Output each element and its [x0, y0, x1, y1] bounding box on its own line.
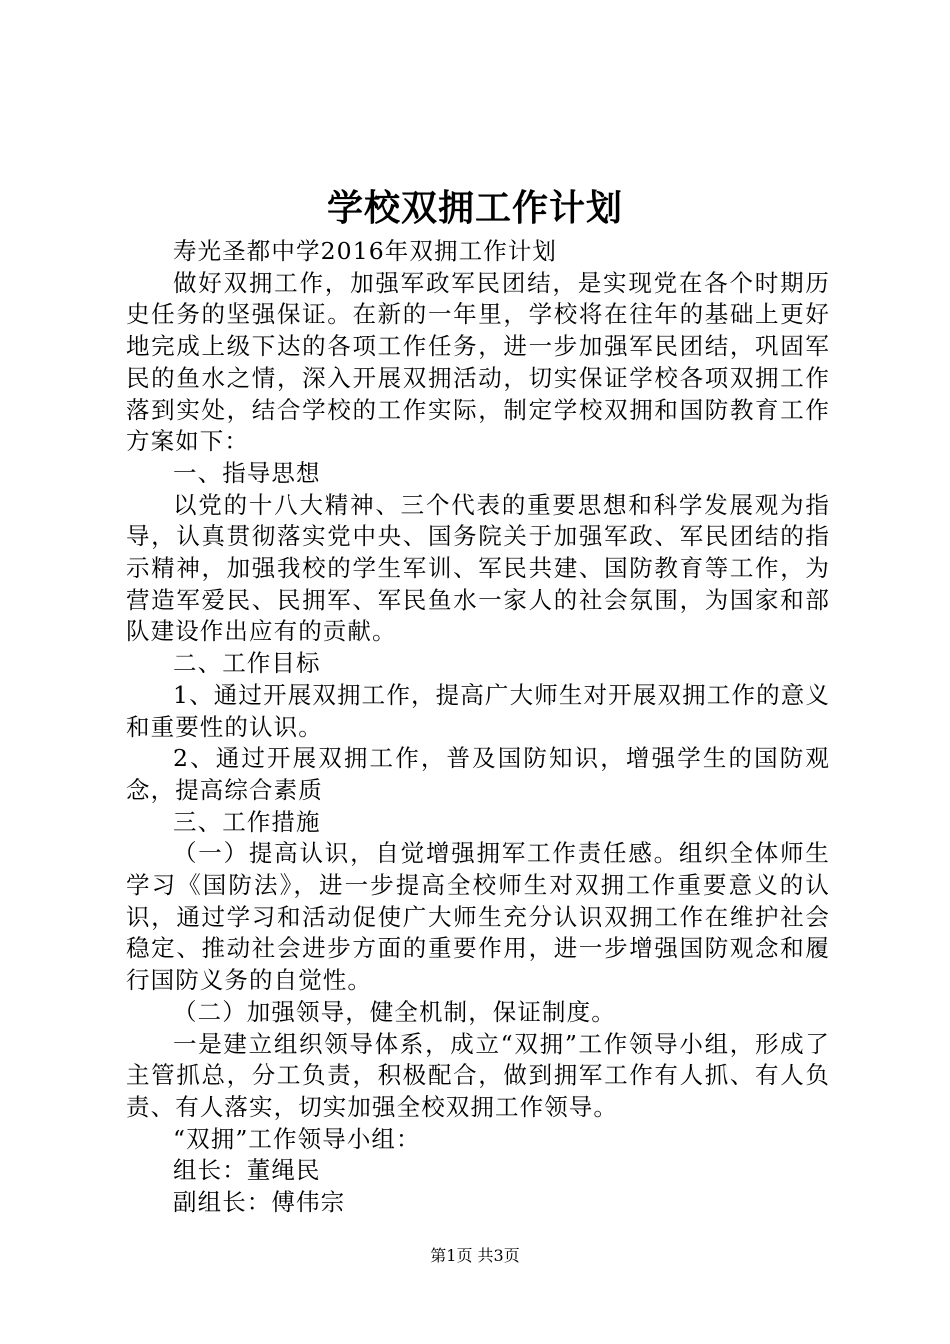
paragraph-intro: 做好双拥工作，加强军政军民团结，是实现党在各个时期历史任务的坚强保证。在新的一年里，学校将在往年的基础上更好地完成上级下达的各项工作任务，进一步加强军民团结，巩固军民的鱼水之情，深入开展双拥活动，切实保证学校各项双拥工作落到实处，结合学校的工作实际，制定学校双拥和国防教育工作方案如下： — [126, 268, 830, 456]
section-heading-work-measures: 三、工作措施 — [173, 807, 321, 836]
paragraph-leadership-group: “双拥”工作领导小组： — [173, 1124, 421, 1153]
paragraph-deputy-leader: 副组长：傅伟宗 — [173, 1188, 346, 1217]
paragraph-group-leader: 组长：董绳民 — [173, 1156, 321, 1185]
paragraph-measure-1: （一）提高认识，自觉增强拥军工作责任感。组织全体师生学习《国防法》，进一步提高全校师生对双拥工作重要意义的认识，通过学习和活动促使广大师生充分认识双拥工作在维护社会稳定、推动社会进步方面的重要作用，进一步增强国防观念和履行国防义务的自觉性。 — [126, 839, 830, 995]
paragraph-school-plan-heading: 寿光圣都中学2016年双拥工作计划 — [173, 237, 558, 265]
page-footer: 第1页 共3页 — [430, 1246, 520, 1265]
document-title: 学校双拥工作计划 — [326, 187, 623, 229]
paragraph-guiding-ideology: 以党的十八大精神、三个代表的重要思想和科学发展观为指导，认真贯彻落实党中央、国务院关于加强军政、军民团结的指示精神，加强我校的学生军训、军民共建、国防教育等工作，为营造军爱民、民拥军、军民鱼水一家人的社会氛围，为国家和部队建设作出应有的贡献。 — [126, 490, 830, 646]
paragraph-measure-2-body: 一是建立组织领导体系，成立“双拥”工作领导小组，形成了主管抓总，分工负责，积极配合，做到拥军工作有人抓、有人负责、有人落实，切实加强全校双拥工作领导。 — [126, 1029, 830, 1121]
paragraph-goal-1: 1、通过开展双拥工作，提高广大师生对开展双拥工作的意义和重要性的认识。 — [126, 680, 830, 741]
section-heading-work-goals: 二、工作目标 — [173, 649, 321, 678]
section-heading-guiding-ideology: 一、指导思想 — [173, 458, 321, 487]
document-body — [126, 236, 830, 1219]
paragraph-measure-2-heading: （二）加强领导，健全机制，保证制度。 — [173, 997, 616, 1026]
paragraph-goal-2: 2、通过开展双拥工作，普及国防知识，增强学生的国防观念，提高综合素质 — [126, 744, 830, 804]
